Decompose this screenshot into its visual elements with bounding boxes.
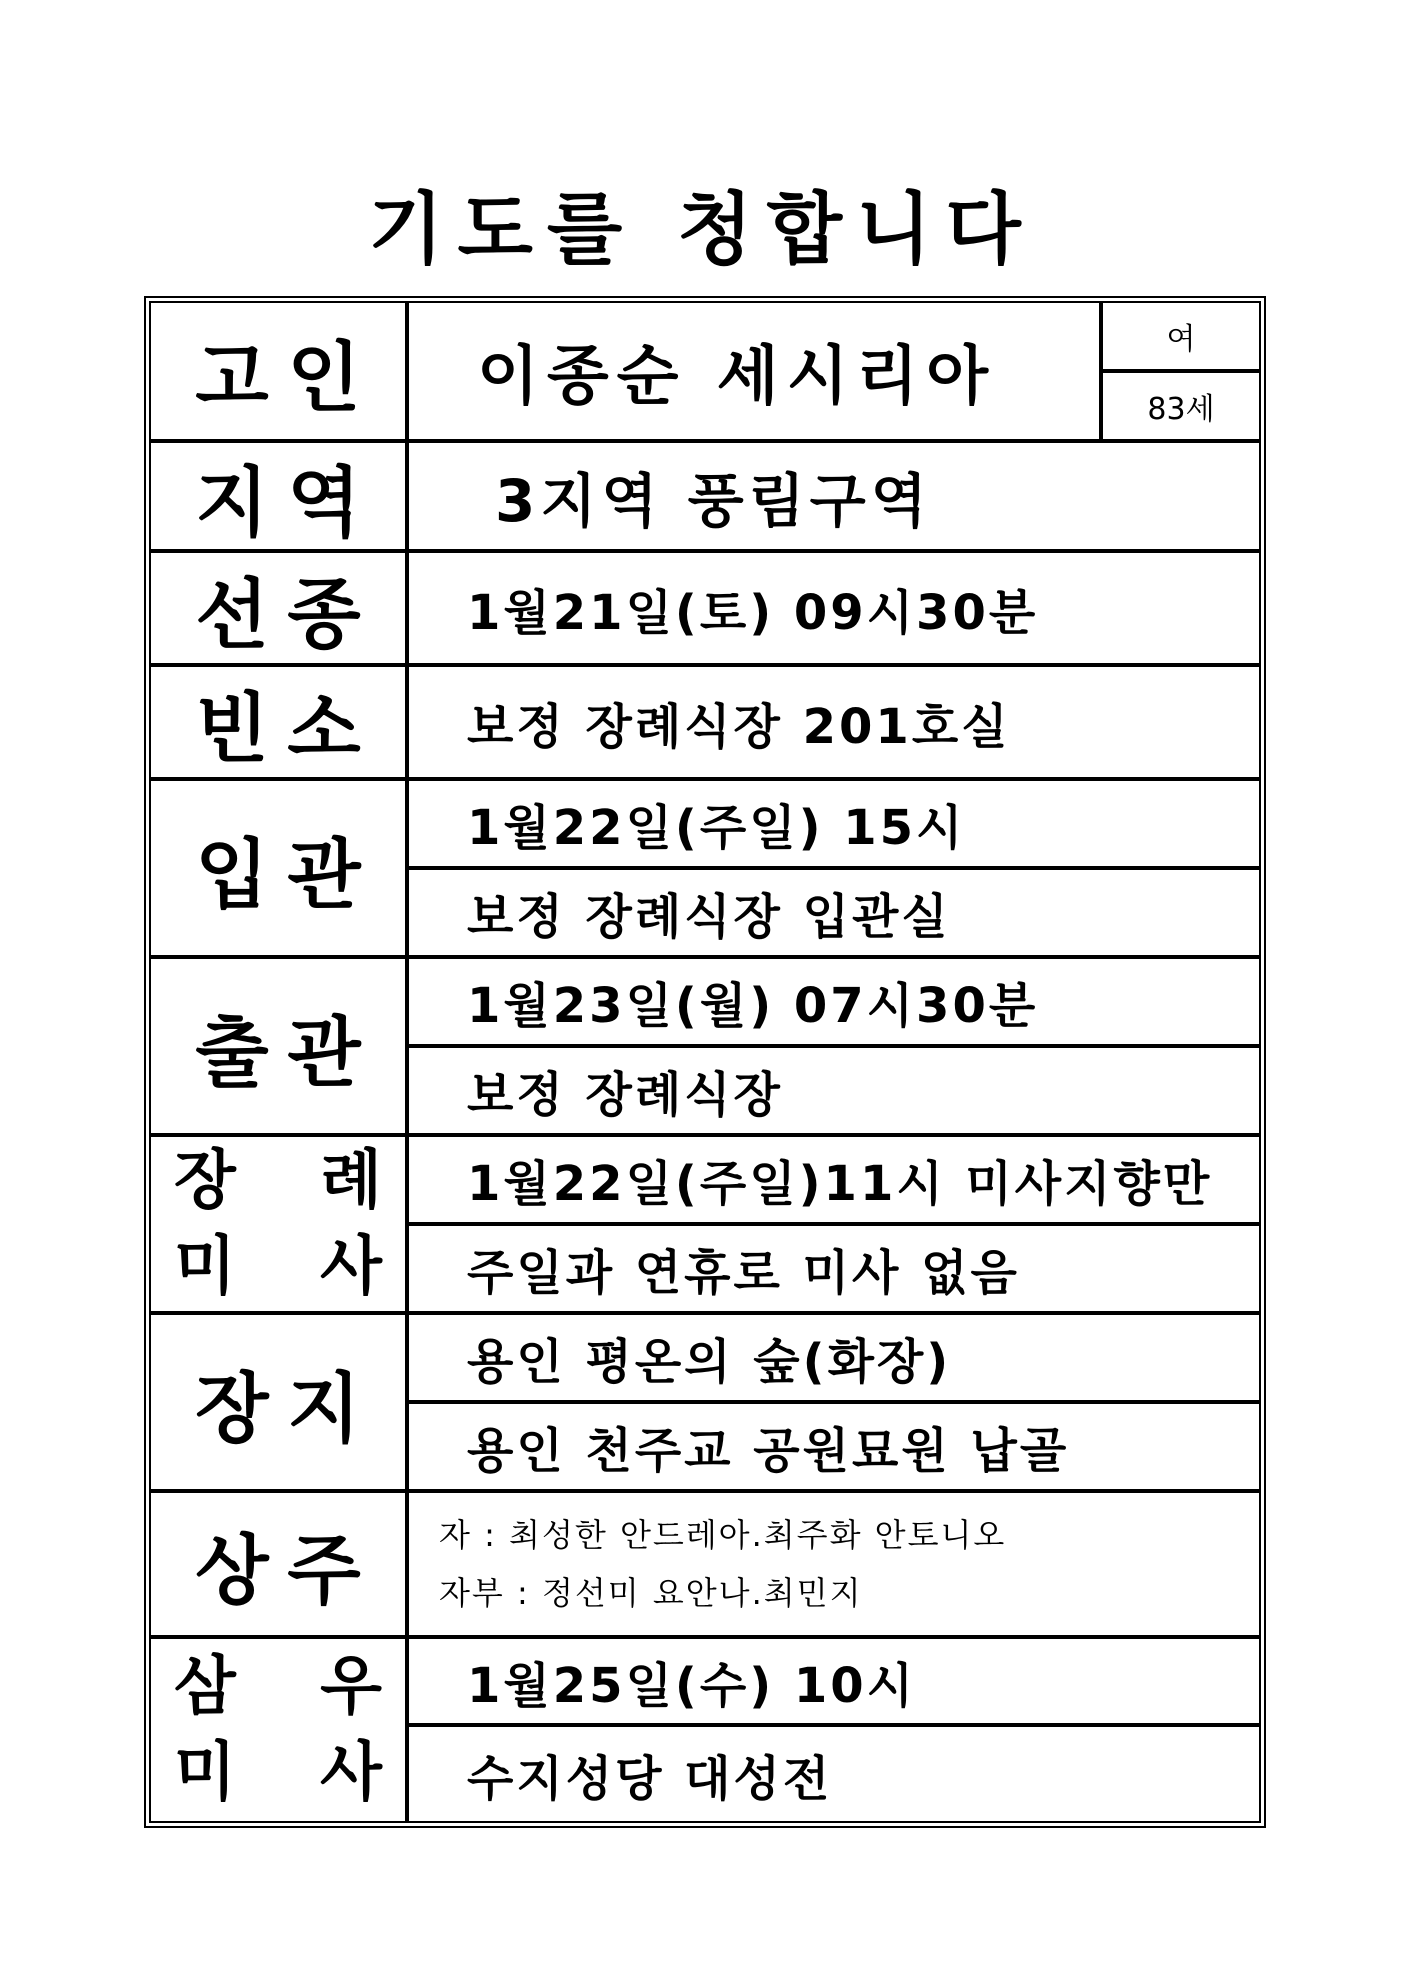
- mortuary-place: 보정 장례식장 201호실: [407, 665, 1261, 779]
- region-label: [149, 441, 407, 551]
- death-label: [149, 551, 407, 665]
- chief-mourner-label: [149, 1491, 407, 1637]
- third-day-mass-label-line-2: [174, 1730, 382, 1816]
- mortuary-label-char-1: 빈: [195, 683, 269, 773]
- burial-label: [149, 1313, 407, 1491]
- region-value: 3지역 풍림구역: [407, 441, 1261, 551]
- region-label-char-1: 지: [195, 457, 269, 547]
- deceased-age: 83세: [1101, 371, 1261, 441]
- chief-mourner-label-char-1: 상: [195, 1525, 269, 1615]
- deceased-label: [149, 301, 407, 441]
- coffining-label-char-1: 입: [195, 829, 269, 919]
- coffining-label: [149, 779, 407, 957]
- third-day-mass-datetime: 1월25일(수) 10시: [407, 1637, 1261, 1725]
- chief-mourner-daughters-in-law: 자부 : 정선미 요안나.최민지: [439, 1574, 863, 1612]
- chief-mourner-sons: 자 : 최성한 안드레아.최주화 안토니오: [439, 1516, 1007, 1554]
- departure-label-char-2: 관: [287, 1007, 361, 1097]
- coffining-place: 보정 장례식장 입관실: [407, 868, 1261, 957]
- third-day-mass-label-char-2: 우: [320, 1649, 382, 1724]
- third-day-mass-label-char-1: 삼: [174, 1649, 236, 1724]
- funeral-mass-label: [149, 1135, 407, 1313]
- death-label-char-2: 종: [287, 569, 361, 659]
- burial-line-1: 용인 평온의 숲(화장): [407, 1313, 1261, 1402]
- coffining-datetime: 1월22일(주일) 15시: [407, 779, 1261, 868]
- departure-label: [149, 957, 407, 1135]
- funeral-mass-label-line-2: [174, 1224, 382, 1310]
- funeral-mass-line-2: 주일과 연휴로 미사 없음: [407, 1224, 1261, 1313]
- mortuary-label: [149, 665, 407, 779]
- page-title: 기도를 청합니다: [368, 184, 1035, 275]
- death-datetime: 1월21일(토) 09시30분: [407, 551, 1261, 665]
- departure-label-char-1: 출: [195, 1007, 269, 1097]
- coffining-label-char-2: 관: [287, 829, 361, 919]
- third-day-mass-label-char-3: 미: [174, 1735, 236, 1810]
- funeral-mass-label-line-1: [174, 1138, 382, 1224]
- burial-label-char-2: 지: [287, 1363, 361, 1453]
- departure-place: 보정 장례식장: [407, 1046, 1261, 1135]
- funeral-mass-label-char-2: 례: [320, 1143, 382, 1218]
- third-day-mass-label: [149, 1637, 407, 1823]
- deceased-label-char-1: 고: [195, 332, 269, 422]
- third-day-mass-place: 수지성당 대성전: [407, 1725, 1261, 1823]
- chief-mourner-list: [407, 1491, 1261, 1637]
- burial-line-2: 용인 천주교 공원묘원 납골: [407, 1402, 1261, 1491]
- info-table: [149, 301, 1261, 1823]
- funeral-mass-line-1: 1월22일(주일)11시 미사지향만: [407, 1135, 1261, 1224]
- deceased-label-char-2: 인: [287, 332, 361, 422]
- third-day-mass-label-line-1: [174, 1644, 382, 1730]
- funeral-mass-label-char-4: 사: [320, 1229, 382, 1304]
- third-day-mass-label-char-4: 사: [320, 1735, 382, 1810]
- departure-datetime: 1월23일(월) 07시30분: [407, 957, 1261, 1046]
- deceased-name: 이종순 세시리아: [407, 301, 1101, 441]
- mortuary-label-char-2: 소: [287, 683, 361, 773]
- funeral-mass-label-char-1: 장: [174, 1143, 236, 1218]
- burial-label-char-1: 장: [195, 1363, 269, 1453]
- region-label-char-2: 역: [287, 457, 361, 547]
- chief-mourner-label-char-2: 주: [287, 1525, 361, 1615]
- funeral-mass-label-char-3: 미: [174, 1229, 236, 1304]
- deceased-gender: 여: [1101, 301, 1261, 371]
- death-label-char-1: 선: [195, 569, 269, 659]
